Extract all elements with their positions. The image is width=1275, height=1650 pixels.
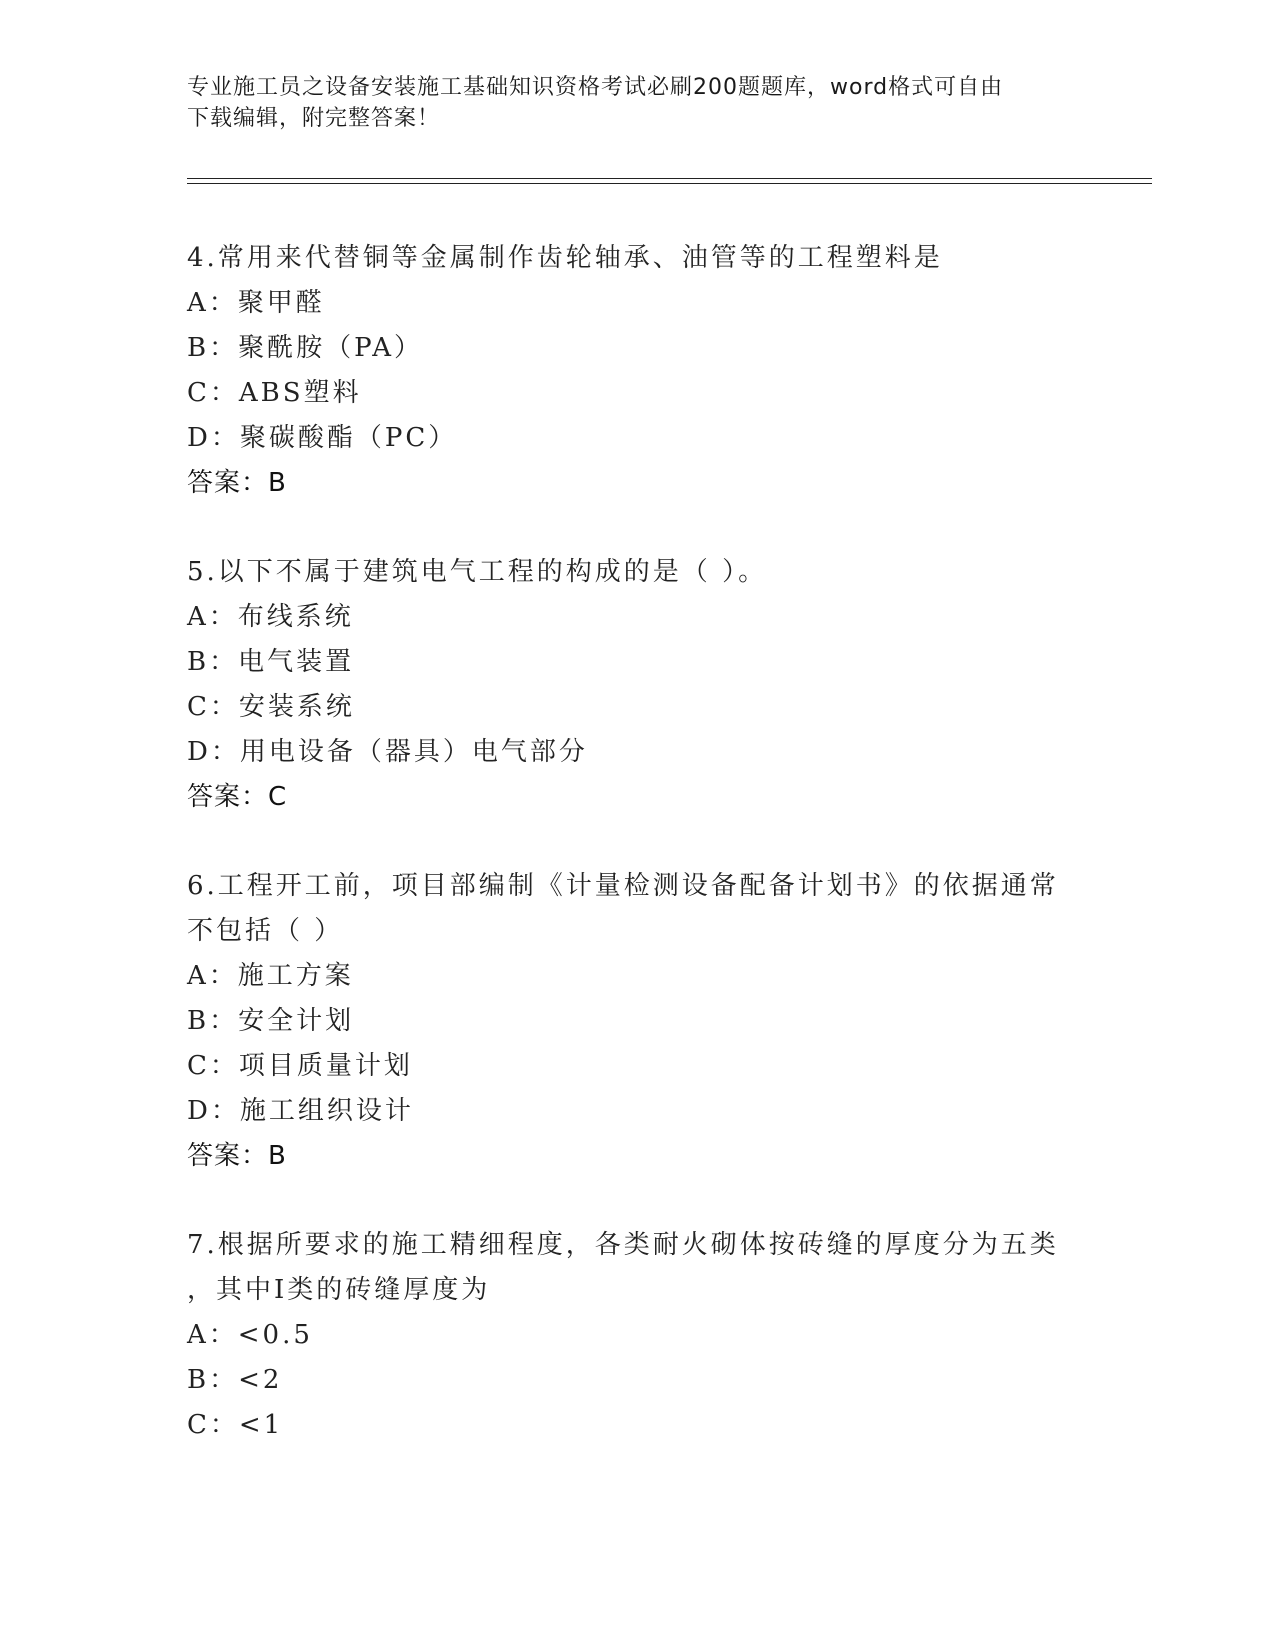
option-a: A：布线系统 bbox=[187, 602, 354, 632]
option-a: A：施工方案 bbox=[187, 961, 354, 991]
option-c: C：项目质量计划 bbox=[187, 1051, 413, 1081]
question-stem: 4.常用来代替铜等金属制作齿轮轴承、油管等的工程塑料是 bbox=[187, 243, 943, 273]
document-header bbox=[187, 72, 1087, 134]
question-item bbox=[187, 864, 1087, 1179]
option-b: B：安全计划 bbox=[187, 1006, 355, 1036]
option-d: D：聚碳酸酯（PC） bbox=[187, 423, 458, 453]
question-stem-line-1: 6.工程开工前，项目部编制《计量检测设备配备计划书》的依据通常 bbox=[187, 871, 1059, 901]
question-item bbox=[187, 236, 1087, 506]
question-stem-line-1: 7.根据所要求的施工精细程度，各类耐火砌体按砖缝的厚度分为五类 bbox=[187, 1230, 1059, 1260]
option-b: B：<2 bbox=[187, 1365, 283, 1395]
answer-line: 答案：B bbox=[187, 1141, 287, 1171]
header-divider-top bbox=[187, 178, 1152, 179]
option-d: D：用电设备（器具）电气部分 bbox=[187, 737, 588, 767]
question-item bbox=[187, 1223, 1087, 1448]
option-b: B：电气装置 bbox=[187, 647, 355, 677]
question-stem-line-2: 不包括（ ） bbox=[187, 916, 344, 946]
option-d: D：施工组织设计 bbox=[187, 1096, 414, 1126]
question-item bbox=[187, 550, 1087, 820]
question-stem-line-2: ，其中Ⅰ类的砖缝厚度为 bbox=[187, 1275, 491, 1305]
option-c: C：<1 bbox=[187, 1410, 284, 1440]
header-line-1: 专业施工员之设备安装施工基础知识资格考试必刷200题题库，word格式可自由 bbox=[187, 75, 1004, 100]
option-a: A：<0.5 bbox=[187, 1320, 313, 1350]
question-stem: 5.以下不属于建筑电气工程的构成的是（ ）。 bbox=[187, 557, 768, 587]
answer-line: 答案：C bbox=[187, 782, 288, 812]
header-line-2: 下载编辑，附完整答案！ bbox=[187, 106, 441, 131]
header-divider-bottom bbox=[187, 183, 1152, 184]
option-c: C：安装系统 bbox=[187, 692, 355, 722]
option-c: C：ABS塑料 bbox=[187, 378, 362, 408]
option-b: B：聚酰胺（PA） bbox=[187, 333, 423, 363]
answer-line: 答案：B bbox=[187, 468, 287, 498]
question-list bbox=[187, 236, 1087, 1492]
option-a: A：聚甲醛 bbox=[187, 288, 325, 318]
